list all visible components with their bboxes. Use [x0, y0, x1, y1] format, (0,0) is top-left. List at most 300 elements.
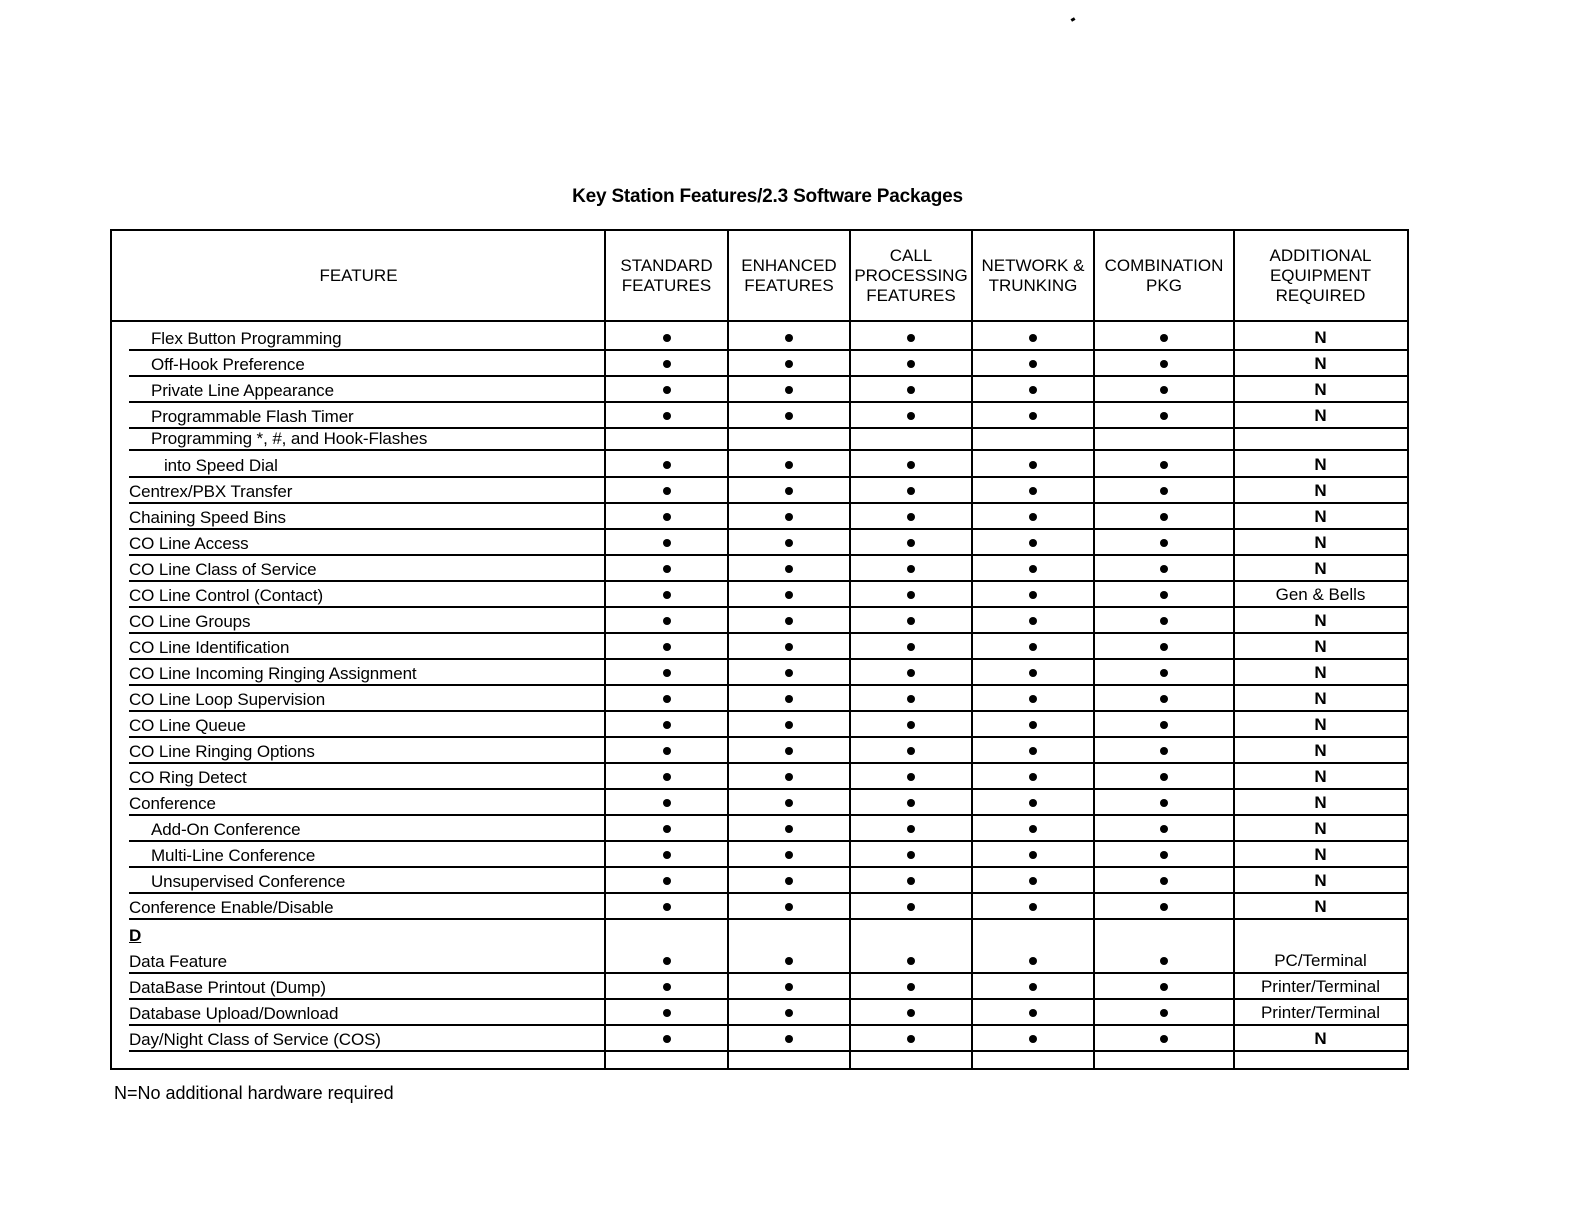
table-row: [112, 868, 1407, 894]
included-bullet-icon: [663, 643, 671, 651]
table-row: [112, 608, 1407, 634]
included-bullet-icon: [663, 539, 671, 547]
feature-name: CO Line Queue: [129, 716, 246, 735]
included-bullet-icon: [1160, 721, 1168, 729]
included-bullet-icon: [785, 695, 793, 703]
cell-standard: [605, 712, 728, 738]
included-bullet-icon: [663, 799, 671, 807]
section-letter: D: [129, 926, 142, 945]
included-bullet-icon: [1029, 669, 1037, 677]
included-bullet-icon: [1160, 334, 1168, 342]
cell-equipment: [1234, 974, 1407, 1000]
table-row: [112, 738, 1407, 764]
included-bullet-icon: [907, 360, 915, 368]
feature-name: Database Upload/Download: [129, 1004, 339, 1023]
feature-name: CO Line Loop Supervision: [129, 690, 326, 709]
included-bullet-icon: [907, 461, 915, 469]
cell-call-processing: [850, 325, 972, 351]
included-bullet-icon: [785, 513, 793, 521]
included-bullet-icon: [907, 1035, 915, 1043]
included-bullet-icon: [663, 877, 671, 885]
cell-enhanced: [728, 842, 850, 868]
table-row: [112, 660, 1407, 686]
cell-enhanced: [728, 403, 850, 429]
cell-equipment: [1234, 634, 1407, 660]
included-bullet-icon: [1160, 695, 1168, 703]
included-bullet-icon: [907, 747, 915, 755]
table-row: [112, 451, 1407, 478]
feature-name: CO Line Ringing Options: [129, 742, 315, 761]
included-bullet-icon: [907, 643, 915, 651]
included-bullet-icon: [1160, 877, 1168, 885]
cell-enhanced: [728, 478, 850, 504]
included-bullet-icon: [663, 983, 671, 991]
cell-combination: [1094, 660, 1234, 686]
included-bullet-icon: [785, 851, 793, 859]
cell-network-trunking: [972, 842, 1094, 868]
cell-enhanced: [728, 351, 850, 377]
included-bullet-icon: [1160, 591, 1168, 599]
header-call-processing: CALL PROCESSING FEATURES: [854, 245, 968, 305]
cell-equipment: [1234, 660, 1407, 686]
included-bullet-icon: [1029, 1035, 1037, 1043]
included-bullet-icon: [1160, 983, 1168, 991]
included-bullet-icon: [907, 487, 915, 495]
included-bullet-icon: [785, 539, 793, 547]
included-bullet-icon: [663, 617, 671, 625]
cell-enhanced: [728, 686, 850, 712]
cell-call-processing: [850, 1000, 972, 1026]
cell-equipment: [1234, 894, 1407, 920]
cell-equipment: [1234, 325, 1407, 351]
cell-call-processing: [850, 842, 972, 868]
cell-enhanced: [728, 608, 850, 634]
included-bullet-icon: [663, 721, 671, 729]
cell-network-trunking: [972, 608, 1094, 634]
equipment-value: N: [1314, 481, 1327, 500]
cell-standard: [605, 377, 728, 403]
feature-name: Centrex/PBX Transfer: [129, 482, 293, 501]
included-bullet-icon: [663, 957, 671, 965]
cell-combination: [1094, 530, 1234, 556]
table-row: [112, 582, 1407, 608]
cell-enhanced: [728, 738, 850, 764]
cell-combination: [1094, 377, 1234, 403]
included-bullet-icon: [1029, 487, 1037, 495]
feature-name: Data Feature: [129, 952, 228, 971]
included-bullet-icon: [663, 825, 671, 833]
included-bullet-icon: [663, 903, 671, 911]
cell-call-processing: [850, 478, 972, 504]
cell-standard: [605, 868, 728, 894]
cell-equipment: [1234, 790, 1407, 816]
cell-combination: [1094, 325, 1234, 351]
cell-combination: [1094, 868, 1234, 894]
cell-call-processing: [850, 377, 972, 403]
included-bullet-icon: [663, 565, 671, 573]
cell-enhanced: [728, 325, 850, 351]
included-bullet-icon: [907, 851, 915, 859]
cell-equipment: [1234, 403, 1407, 429]
included-bullet-icon: [1029, 983, 1037, 991]
cell-network-trunking: [972, 634, 1094, 660]
included-bullet-icon: [663, 851, 671, 859]
cell-standard: [605, 451, 728, 478]
included-bullet-icon: [785, 957, 793, 965]
cell-call-processing: [850, 1026, 972, 1052]
cell-network-trunking: [972, 351, 1094, 377]
cell-equipment: [1234, 478, 1407, 504]
table-row: [112, 948, 1407, 974]
cell-combination: [1094, 712, 1234, 738]
table-row: [112, 530, 1407, 556]
included-bullet-icon: [1160, 851, 1168, 859]
included-bullet-icon: [1160, 513, 1168, 521]
included-bullet-icon: [663, 747, 671, 755]
included-bullet-icon: [785, 334, 793, 342]
included-bullet-icon: [1160, 617, 1168, 625]
included-bullet-icon: [785, 487, 793, 495]
page-title: Key Station Features/2.3 Software Packages: [572, 186, 963, 207]
cell-combination: [1094, 504, 1234, 530]
included-bullet-icon: [663, 1035, 671, 1043]
cell-standard: [605, 1000, 728, 1026]
included-bullet-icon: [907, 983, 915, 991]
equipment-value: N: [1314, 689, 1327, 708]
cell-standard: [605, 894, 728, 920]
header-feature: FEATURE: [319, 265, 398, 285]
cell-equipment: [1234, 764, 1407, 790]
cell-equipment: [1234, 712, 1407, 738]
cell-network-trunking: [972, 1000, 1094, 1026]
cell-enhanced: [728, 530, 850, 556]
cell-call-processing: [850, 608, 972, 634]
included-bullet-icon: [1029, 773, 1037, 781]
included-bullet-icon: [663, 1009, 671, 1017]
included-bullet-icon: [785, 747, 793, 755]
equipment-value: N: [1314, 819, 1327, 838]
included-bullet-icon: [785, 386, 793, 394]
equipment-value: N: [1314, 871, 1327, 890]
cell-network-trunking: [972, 451, 1094, 478]
cell-network-trunking: [972, 712, 1094, 738]
included-bullet-icon: [1029, 1009, 1037, 1017]
cell-call-processing: [850, 403, 972, 429]
cell-standard: [605, 608, 728, 634]
feature-name: Conference: [129, 794, 216, 813]
cell-standard: [605, 660, 728, 686]
cell-network-trunking: [972, 556, 1094, 582]
included-bullet-icon: [785, 825, 793, 833]
included-bullet-icon: [1160, 360, 1168, 368]
included-bullet-icon: [907, 799, 915, 807]
cell-enhanced: [728, 974, 850, 1000]
equipment-value: N: [1314, 897, 1327, 916]
feature-name: Programmable Flash Timer: [151, 407, 354, 426]
equipment-value: N: [1314, 793, 1327, 812]
cell-enhanced: [728, 712, 850, 738]
feature-name: Multi-Line Conference: [151, 846, 316, 865]
included-bullet-icon: [1029, 591, 1037, 599]
cell-enhanced: [728, 1000, 850, 1026]
included-bullet-icon: [1029, 539, 1037, 547]
cell-combination: [1094, 974, 1234, 1000]
cell-standard: [605, 325, 728, 351]
cell-enhanced: [728, 894, 850, 920]
cell-equipment: [1234, 556, 1407, 582]
included-bullet-icon: [785, 983, 793, 991]
included-bullet-icon: [1029, 386, 1037, 394]
feature-name: Conference Enable/Disable: [129, 898, 334, 917]
table-row: [112, 1026, 1407, 1052]
cell-enhanced: [728, 660, 850, 686]
equipment-value: N: [1314, 533, 1327, 552]
cell-call-processing: [850, 634, 972, 660]
cell-network-trunking: [972, 868, 1094, 894]
included-bullet-icon: [907, 539, 915, 547]
cell-standard: [605, 948, 728, 974]
cell-enhanced: [728, 634, 850, 660]
included-bullet-icon: [1029, 565, 1037, 573]
cell-network-trunking: [972, 504, 1094, 530]
included-bullet-icon: [785, 1009, 793, 1017]
cell-network-trunking: [972, 738, 1094, 764]
feature-name: CO Ring Detect: [129, 768, 247, 787]
cell-call-processing: [850, 894, 972, 920]
equipment-value: Gen & Bells: [1275, 585, 1366, 604]
feature-name: Flex Button Programming: [151, 329, 342, 348]
included-bullet-icon: [1029, 851, 1037, 859]
included-bullet-icon: [663, 669, 671, 677]
feature-name: CO Line Class of Service: [129, 560, 317, 579]
equipment-value: Printer/Terminal: [1260, 977, 1381, 996]
equipment-value: N: [1314, 354, 1327, 373]
cell-standard: [605, 634, 728, 660]
included-bullet-icon: [1029, 825, 1037, 833]
table-row: [112, 351, 1407, 377]
table-row: [112, 556, 1407, 582]
included-bullet-icon: [1029, 721, 1037, 729]
table-row: [112, 686, 1407, 712]
cell-network-trunking: [972, 974, 1094, 1000]
table-row: [112, 842, 1407, 868]
included-bullet-icon: [907, 386, 915, 394]
cell-combination: [1094, 948, 1234, 974]
cell-network-trunking: [972, 530, 1094, 556]
cell-standard: [605, 504, 728, 530]
feature-name: CO Line Control (Contact): [129, 586, 324, 605]
cell-call-processing: [850, 686, 972, 712]
feature-name: Programming *, #, and Hook-Flashes: [151, 429, 428, 448]
cell-combination: [1094, 790, 1234, 816]
included-bullet-icon: [1029, 360, 1037, 368]
cell-standard: [605, 686, 728, 712]
table-row: [112, 325, 1407, 351]
cell-call-processing: [850, 582, 972, 608]
table-row: [112, 894, 1407, 920]
equipment-value: N: [1314, 328, 1327, 347]
included-bullet-icon: [785, 799, 793, 807]
cell-equipment: [1234, 1000, 1407, 1026]
included-bullet-icon: [1029, 903, 1037, 911]
included-bullet-icon: [785, 617, 793, 625]
included-bullet-icon: [1160, 747, 1168, 755]
equipment-value: N: [1314, 1029, 1327, 1048]
equipment-value: PC/Terminal: [1274, 951, 1367, 970]
cell-equipment: [1234, 738, 1407, 764]
included-bullet-icon: [663, 695, 671, 703]
included-bullet-icon: [785, 1035, 793, 1043]
included-bullet-icon: [1160, 461, 1168, 469]
cell-network-trunking: [972, 1026, 1094, 1052]
cell-call-processing: [850, 660, 972, 686]
cell-standard: [605, 790, 728, 816]
cell-call-processing: [850, 738, 972, 764]
cell-standard: [605, 764, 728, 790]
cell-enhanced: [728, 816, 850, 842]
included-bullet-icon: [907, 617, 915, 625]
included-bullet-icon: [1160, 412, 1168, 420]
cell-equipment: [1234, 351, 1407, 377]
cell-equipment: [1234, 1026, 1407, 1052]
feature-name: CO Line Groups: [129, 612, 251, 631]
included-bullet-icon: [907, 957, 915, 965]
cell-call-processing: [850, 556, 972, 582]
equipment-value: N: [1314, 454, 1327, 474]
cell-call-processing: [850, 504, 972, 530]
table-row: [112, 634, 1407, 660]
included-bullet-icon: [1029, 643, 1037, 651]
cell-call-processing: [850, 974, 972, 1000]
feature-name: Unsupervised Conference: [151, 872, 346, 891]
cell-combination: [1094, 351, 1234, 377]
cell-call-processing: [850, 530, 972, 556]
equipment-value: Printer/Terminal: [1260, 1003, 1381, 1022]
cell-standard: [605, 582, 728, 608]
equipment-value: N: [1314, 741, 1327, 760]
cell-combination: [1094, 634, 1234, 660]
table-row: [112, 920, 1407, 948]
cell-enhanced: [728, 451, 850, 478]
cell-combination: [1094, 556, 1234, 582]
table-row: [112, 429, 1407, 451]
cell-call-processing: [850, 712, 972, 738]
cell-call-processing: [850, 351, 972, 377]
cell-call-processing: [850, 764, 972, 790]
included-bullet-icon: [1029, 513, 1037, 521]
feature-name: CO Line Access: [129, 534, 249, 553]
cell-combination: [1094, 608, 1234, 634]
included-bullet-icon: [907, 1009, 915, 1017]
cell-enhanced: [728, 1026, 850, 1052]
cell-equipment: [1234, 582, 1407, 608]
included-bullet-icon: [785, 565, 793, 573]
feature-name: Chaining Speed Bins: [129, 508, 286, 527]
cell-combination: [1094, 478, 1234, 504]
cell-combination: [1094, 764, 1234, 790]
feature-table: [110, 229, 1409, 1070]
table-row: [112, 478, 1407, 504]
included-bullet-icon: [907, 334, 915, 342]
cell-standard: [605, 842, 728, 868]
included-bullet-icon: [907, 877, 915, 885]
cell-enhanced: [728, 556, 850, 582]
included-bullet-icon: [785, 412, 793, 420]
cell-equipment: [1234, 504, 1407, 530]
included-bullet-icon: [1029, 957, 1037, 965]
included-bullet-icon: [663, 513, 671, 521]
table-row: [112, 974, 1407, 1000]
cell-equipment: [1234, 530, 1407, 556]
cell-network-trunking: [972, 894, 1094, 920]
header-enhanced: ENHANCED FEATURES: [741, 255, 837, 295]
table-row: [112, 1000, 1407, 1026]
cell-equipment: [1234, 816, 1407, 842]
included-bullet-icon: [907, 825, 915, 833]
cell-call-processing: [850, 790, 972, 816]
included-bullet-icon: [1160, 799, 1168, 807]
cell-combination: [1094, 738, 1234, 764]
included-bullet-icon: [907, 695, 915, 703]
included-bullet-icon: [1160, 643, 1168, 651]
feature-name: Add-On Conference: [151, 820, 301, 839]
header-standard: STANDARD FEATURES: [620, 255, 713, 295]
included-bullet-icon: [1160, 669, 1168, 677]
equipment-value: N: [1314, 507, 1327, 526]
cell-network-trunking: [972, 660, 1094, 686]
included-bullet-icon: [663, 591, 671, 599]
included-bullet-icon: [1160, 773, 1168, 781]
included-bullet-icon: [785, 669, 793, 677]
cell-equipment: [1234, 686, 1407, 712]
cell-network-trunking: [972, 948, 1094, 974]
cell-combination: [1094, 842, 1234, 868]
included-bullet-icon: [663, 334, 671, 342]
included-bullet-icon: [1029, 412, 1037, 420]
feature-name: Private Line Appearance: [151, 381, 334, 400]
included-bullet-icon: [1160, 565, 1168, 573]
included-bullet-icon: [785, 360, 793, 368]
equipment-value: N: [1314, 611, 1327, 630]
included-bullet-icon: [1029, 334, 1037, 342]
included-bullet-icon: [907, 721, 915, 729]
included-bullet-icon: [1160, 487, 1168, 495]
included-bullet-icon: [1160, 1009, 1168, 1017]
cell-standard: [605, 738, 728, 764]
cell-call-processing: [850, 816, 972, 842]
cell-network-trunking: [972, 403, 1094, 429]
cell-enhanced: [728, 868, 850, 894]
cell-equipment: [1234, 377, 1407, 403]
equipment-value: N: [1314, 715, 1327, 734]
cell-call-processing: [850, 451, 972, 478]
equipment-value: N: [1314, 845, 1327, 864]
header-combination: COMBINATION PKG: [1104, 255, 1224, 295]
table-row: [112, 790, 1407, 816]
cell-standard: [605, 556, 728, 582]
cell-enhanced: [728, 764, 850, 790]
cell-call-processing: [850, 868, 972, 894]
included-bullet-icon: [663, 360, 671, 368]
included-bullet-icon: [1029, 877, 1037, 885]
equipment-value: N: [1314, 406, 1327, 425]
cell-standard: [605, 1026, 728, 1052]
scan-speck: [1071, 17, 1076, 22]
included-bullet-icon: [907, 412, 915, 420]
blank-row: [112, 1052, 1407, 1072]
feature-name: DataBase Printout (Dump): [129, 978, 326, 997]
cell-network-trunking: [972, 790, 1094, 816]
